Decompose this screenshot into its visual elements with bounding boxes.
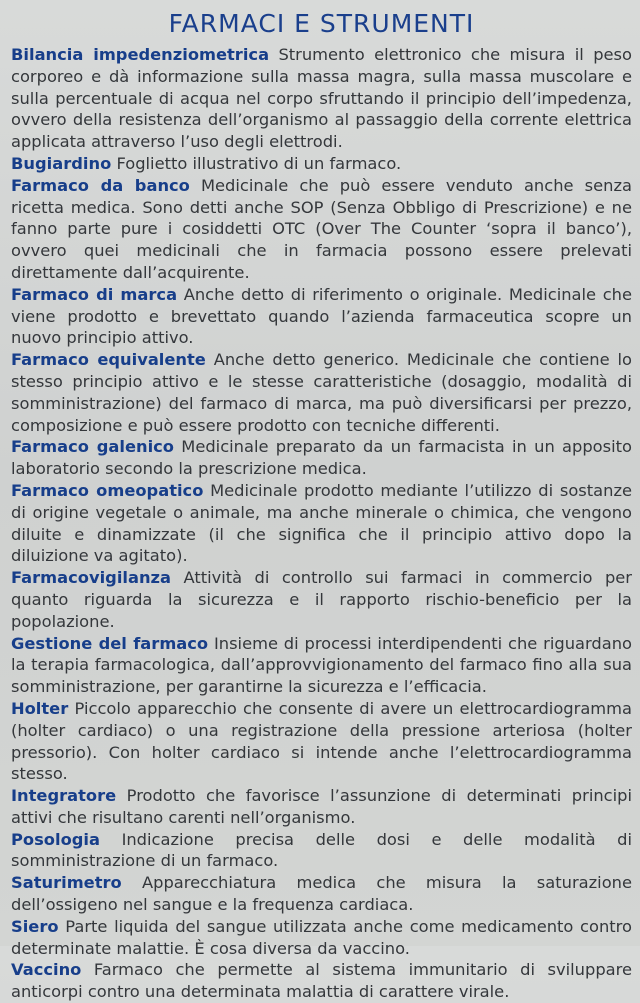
glossary-definition: Apparecchiatura medica che misura la saturazione dell’ossigeno nel sangue e la frequenza cardiaca. [11, 873, 632, 915]
glossary-entry [11, 916, 632, 960]
glossary-term: Posologia [11, 829, 100, 849]
glossary-definition: Strumento elettronico che misura il peso corporeo e dà informazione sulla massa magra, sulla massa muscolare e sulla percentuale di acqua nel corpo sfruttando il principio dell’impedenza, ovvero della resistenza dell’organismo al passaggio della corrente elettrica applicata attraverso l’uso degli elettrodi. [11, 45, 632, 152]
glossary-term: Siero [11, 916, 59, 936]
glossary-definition: Medicinale preparato da un farmacista in un apposito laboratorio secondo la prescrizione medica. [11, 437, 632, 479]
glossary-definition: Parte liquida del sangue utilizzata anche come medicamento contro determinate malattie. È cosa diversa da vaccino. [11, 916, 632, 958]
glossary-definition: Medicinale che può essere venduto anche senza ricetta medica. Sono detti anche SOP (Senza Obbligo di Prescrizione) e ne fanno parte pure i cosiddetti OTC (Over The Counter ‘sopra il banco’), ovvero quei medicinali che in farmacia possono essere prelevati direttamente dall’acquirente. [11, 175, 632, 282]
glossary-term: Integratore [11, 786, 117, 806]
glossary-list [11, 44, 632, 1003]
glossary-definition: Prodotto che favorisce l’assunzione di determinati principi attivi che risultano carenti nell’organismo. [11, 786, 632, 827]
glossary-term: Farmaco omeopatico [11, 480, 204, 500]
glossary-term: Holter [11, 698, 69, 718]
glossary-term: Vaccino [11, 960, 82, 980]
glossary-entry [11, 567, 632, 632]
glossary-entry [11, 959, 632, 1003]
glossary-definition: Piccolo apparecchio che consente di avere un elettrocardiogramma (holter cardiaco) o una registrazione della pressione arteriosa (holter pressorio). Con holter cardiaco si intende anche l’elettrocardiogramma stesso. [11, 698, 632, 784]
glossary-entry [11, 44, 632, 153]
glossary-term: Gestione del farmaco [11, 633, 209, 653]
glossary-definition: Medicinale prodotto mediante l’utilizzo di sostanze di origine vegetale o animale, ma anche minerale o chimica, che vengono diluite e dinamizzate (il che significa che il principio attivo dopo la diluizione va agitato). [11, 480, 633, 566]
glossary-term: Farmaco equivalente [11, 350, 206, 370]
glossary-entry [11, 829, 632, 873]
glossary-entry [11, 175, 632, 284]
glossary-entry [11, 698, 632, 785]
glossary-entry [11, 153, 632, 175]
glossary-entry [11, 633, 632, 698]
glossary-entry [11, 284, 632, 349]
glossary-term: Saturimetro [11, 873, 122, 893]
glossary-definition: Anche detto di riferimento o originale. Medicinale che viene prodotto e brevettato quando l’azienda farmaceutica scopre un nuovo principio attivo. [11, 284, 632, 348]
glossary-entry [11, 436, 632, 480]
glossary-definition: Anche detto generico. Medicinale che contiene lo stesso principio attivo e le stesse caratteristiche (dosaggio, modalità di somministrazione) del farmaco di marca, ma può diversificarsi per prezzo, composizione e può essere prodotto con tecniche differenti. [11, 350, 632, 435]
glossary-entry [11, 480, 632, 567]
glossary-definition: Insieme di processi interdipendenti che riguardano la terapia farmacologica, dall’approvvigionamento del farmaco fino alla sua somministrazione, per garantirne la sicurezza e l’efficacia. [11, 633, 632, 697]
glossary-term: Farmaco di marca [11, 284, 178, 304]
glossary-entry [11, 872, 632, 916]
glossary-term: Farmacovigilanza [11, 568, 172, 588]
glossary-entry [11, 785, 632, 829]
glossary-term: Bilancia impedenziometrica [11, 45, 270, 64]
glossary-definition: Indicazione precisa delle dosi e delle modalità di somministrazione di un farmaco. [11, 829, 632, 871]
page-title: FARMACI E STRUMENTI [168, 9, 475, 38]
glossary-term: Bugiardino [11, 153, 112, 173]
glossary-definition: Attività di controllo sui farmaci in commercio per quanto riguarda la sicurezza e il rapporto rischio-beneficio per la popolazione. [11, 568, 632, 631]
glossary-term: Farmaco da banco [11, 175, 190, 195]
glossary-entry [11, 349, 632, 436]
glossary-definition: Farmaco che permette al sistema immunitario di sviluppare anticorpi contro una determinata malattia di carattere virale. [11, 960, 632, 1002]
glossary-term: Farmaco galenico [11, 437, 174, 457]
glossary-definition: Foglietto illustrativo di un farmaco. [116, 153, 402, 173]
